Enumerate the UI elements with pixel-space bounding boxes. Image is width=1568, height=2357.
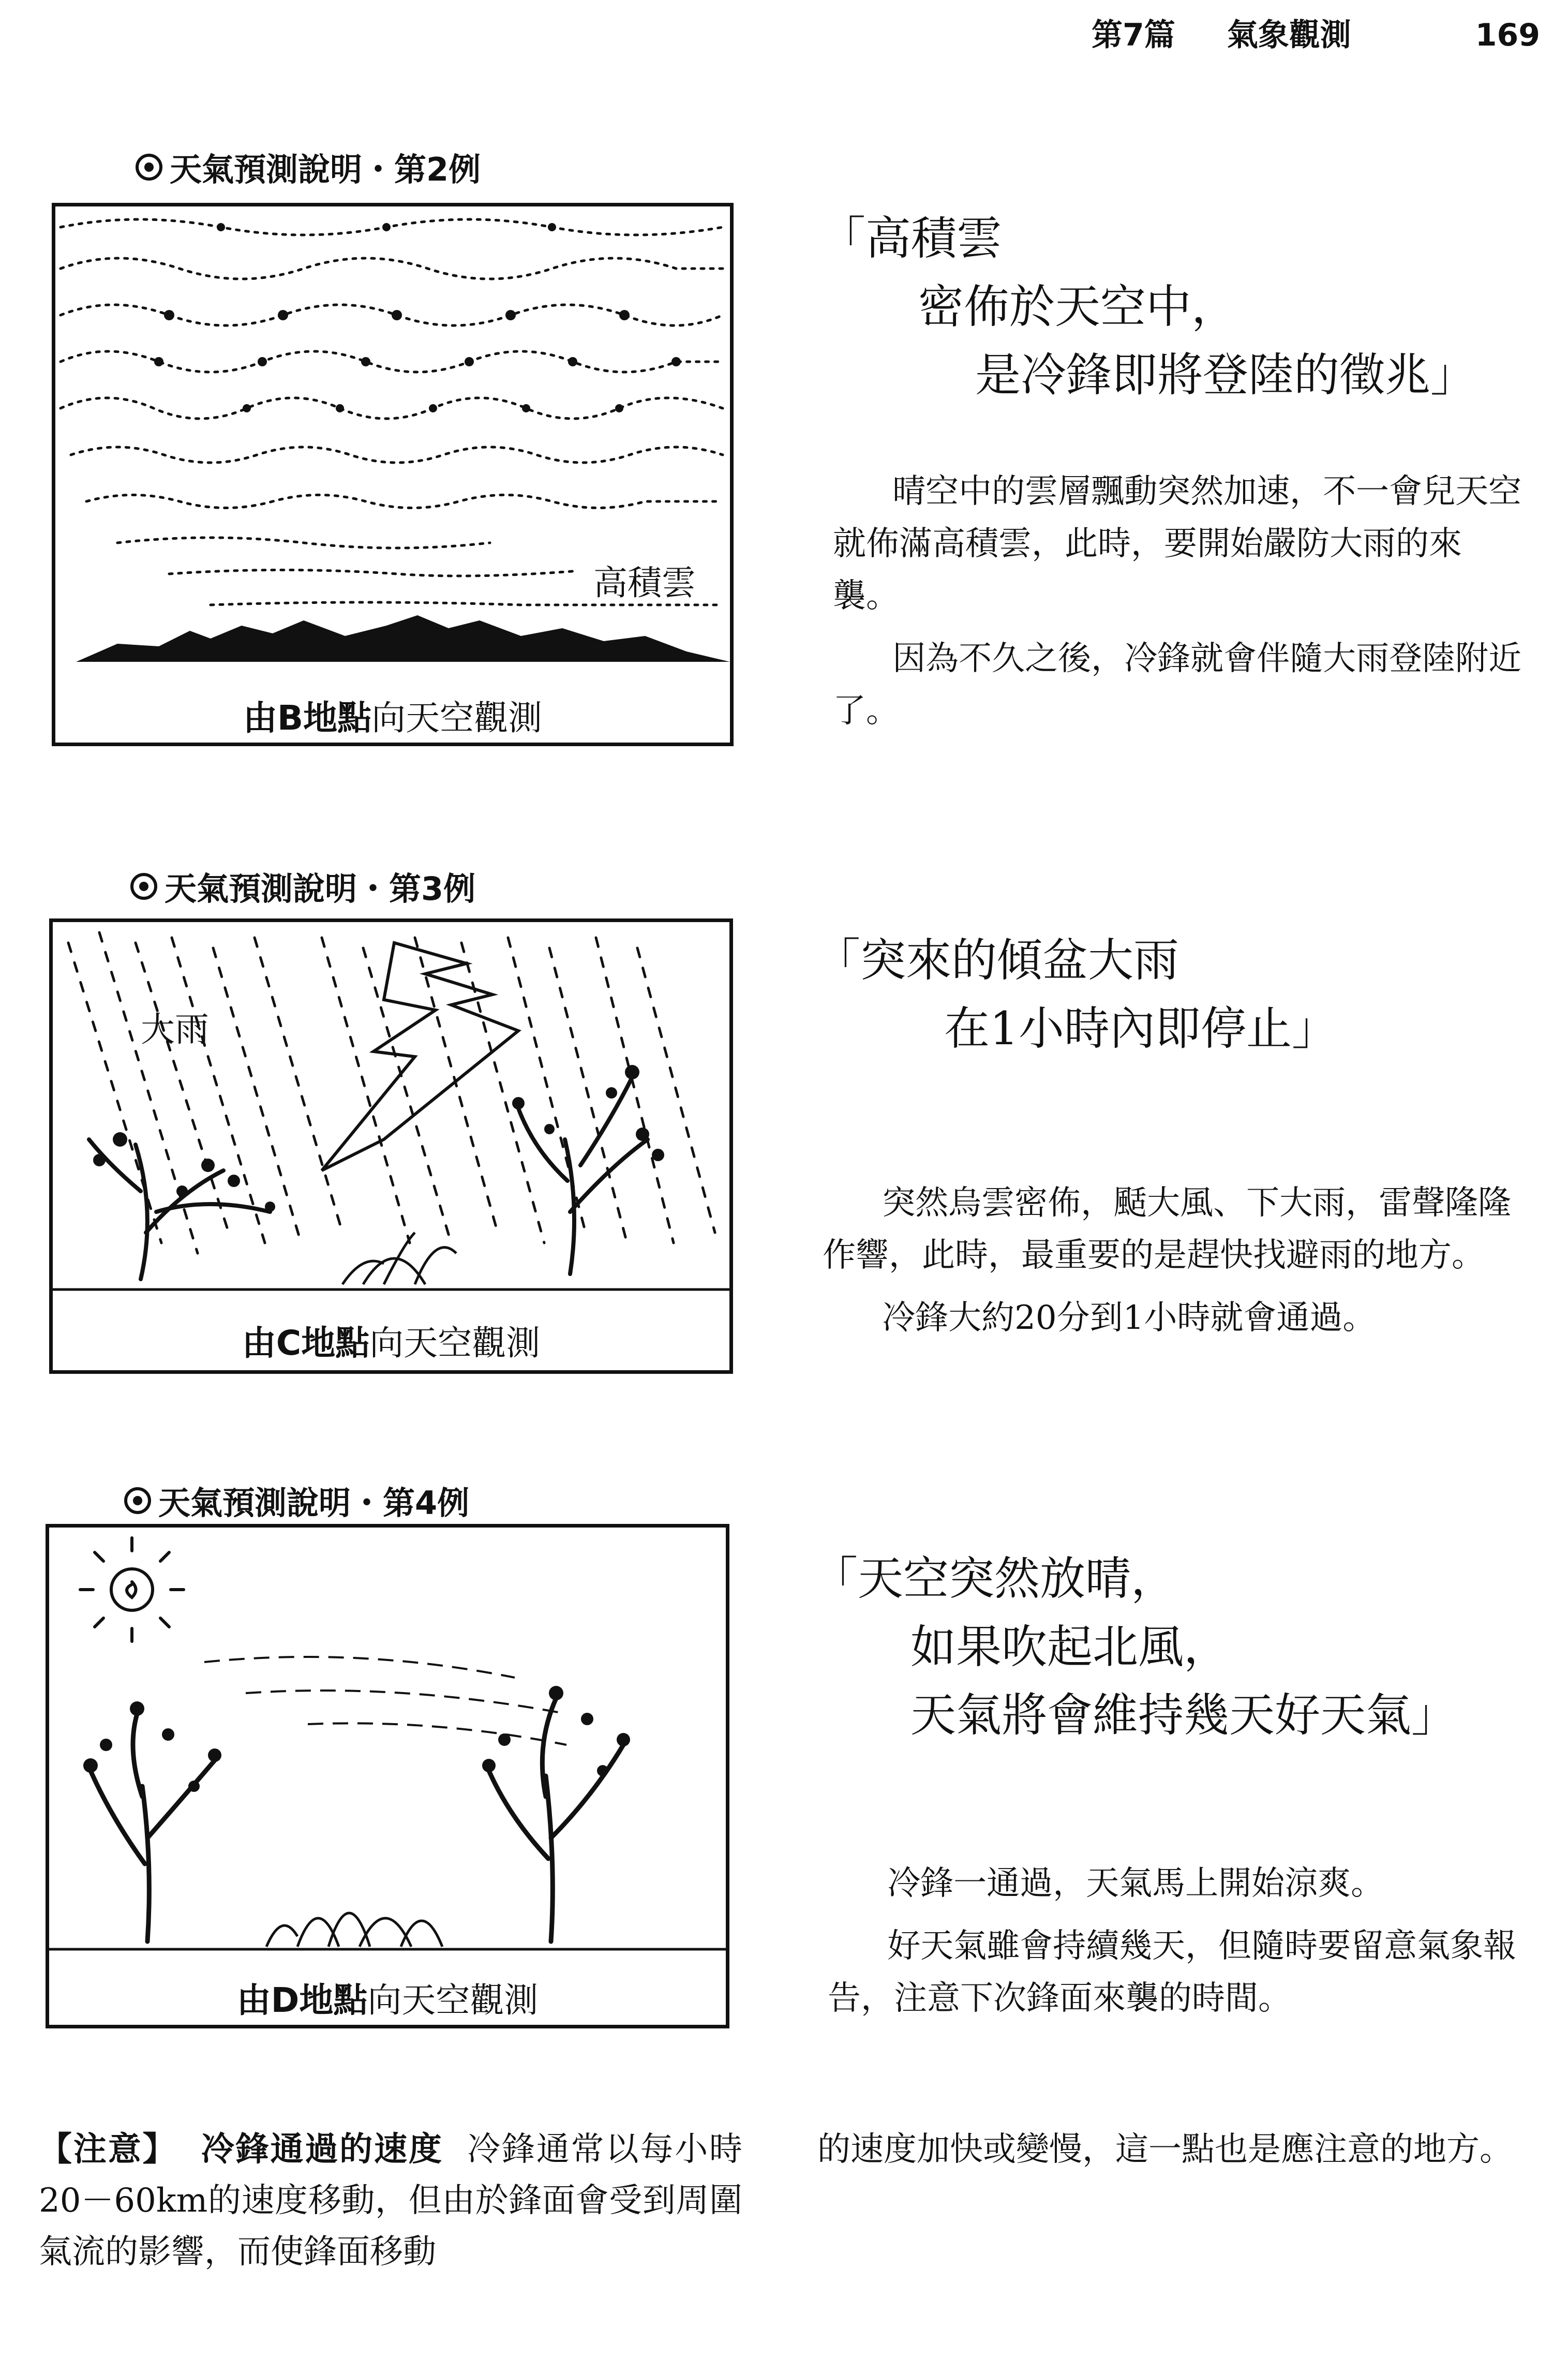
- example-3-heading: 天氣預測說明・第3例: [130, 863, 475, 909]
- example-4-heading: 天氣預測說明・第4例: [124, 1477, 469, 1523]
- altocumulus-clouds-illustration: [55, 206, 730, 662]
- paragraph: 因為不久之後，冷鋒就會伴隨大雨登陸附近了。: [833, 640, 1522, 731]
- paragraph: 冷鋒大約20分到1小時就會通過。: [882, 1299, 1376, 1338]
- example-2-figure: [52, 203, 734, 746]
- paragraph: 突然烏雲密佈，颳大風、下大雨，雷聲隆隆作響，此時，最重要的是趕快找避雨的地方。: [823, 1184, 1512, 1275]
- target-bullet-icon: [124, 1487, 151, 1514]
- running-header: [1092, 10, 1540, 55]
- example-4-body: [828, 1858, 1526, 2025]
- sun-icon: [80, 1538, 184, 1641]
- example-2-heading: 天氣預測說明・第2例: [136, 144, 481, 190]
- paragraph: 冷鋒一通過，天氣馬上開始涼爽。: [887, 1864, 1384, 1903]
- figure-caption: 由B地點向天空觀測: [243, 698, 543, 738]
- note-title: 冷鋒通過的速度: [201, 2130, 443, 2169]
- example-3-body: [823, 1177, 1531, 1344]
- figure-caption: 由D地點向天空觀測: [236, 1980, 539, 2020]
- figure-label: 大雨: [141, 1010, 209, 1049]
- paragraph: 好天氣雖會持續幾天，但隨時要留意氣象報告，注意下次鋒面來襲的時間。: [828, 1927, 1517, 2018]
- example-3-figure: [49, 918, 733, 1374]
- target-bullet-icon: [136, 154, 162, 181]
- chapter-label: 第7篇: [1092, 17, 1175, 53]
- note-text-continued: 的速度加快或變慢，這一點也是應注意的地方。: [817, 2130, 1513, 2169]
- example-2-quote: 「高積雲 密佈於天空中， 是冷鋒即將登陸的徵兆」: [820, 212, 1476, 402]
- example-4-quote: 「天空突然放晴， 如果吹起北風， 天氣將會維持幾天好天氣」: [812, 1552, 1457, 1742]
- note-text: 冷鋒通常以每小時20－60km的速度移動，但由於鋒面會受到周圍氣流的影響，而使鋒面移動: [39, 2130, 743, 2272]
- note-right-column: [817, 2124, 1531, 2175]
- page-number: 169: [1475, 17, 1540, 53]
- heavy-rain-storm-illustration: [53, 922, 729, 1295]
- example-3-quote: 「突來的傾盆大雨 在1小時內即停止」: [815, 933, 1337, 1055]
- paragraph: 晴空中的雲層飄動突然加速，不一會兒天空就佈滿高積雲，此時，要開始嚴防大雨的來襲。: [833, 472, 1522, 616]
- note-label: 【注意】: [39, 2130, 177, 2169]
- figure-caption: 由C地點向天空觀測: [242, 1323, 541, 1363]
- note-left-column: [39, 2124, 742, 2278]
- target-bullet-icon: [130, 873, 157, 900]
- clear-sky-trees-illustration: [49, 1528, 726, 1957]
- figure-label: 高積雲: [593, 563, 696, 603]
- example-4-figure: [46, 1524, 729, 2028]
- section-title: 氣象觀測: [1227, 17, 1351, 53]
- example-2-body: [833, 466, 1526, 738]
